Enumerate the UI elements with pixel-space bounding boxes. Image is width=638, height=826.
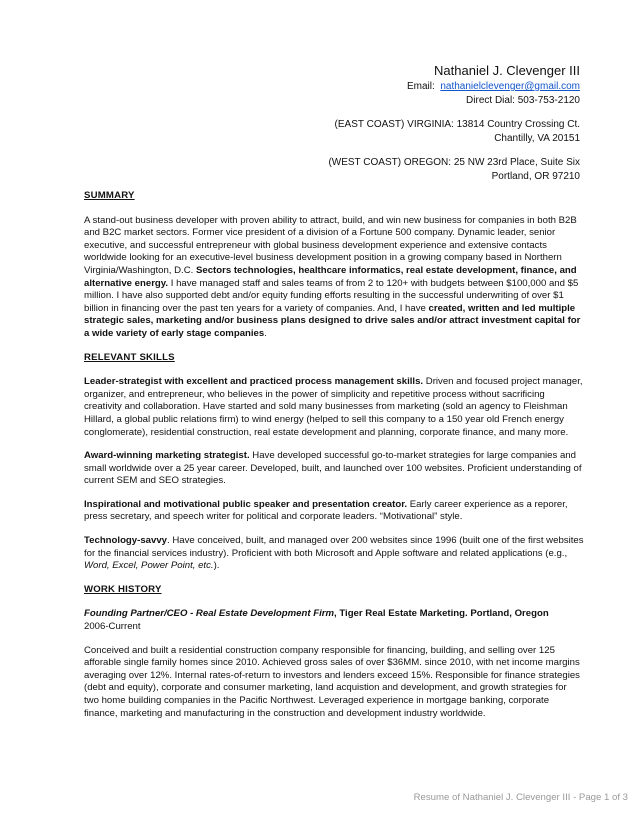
skill-leader-strategist: Leader-strategist with excellent and practiced process management skills. Driven and focused project manager, organizer, and entrepreneur, who believes in the power of simplicity and repetitive process without sacrificing creativity and collaboration. Have started and sold many businesses from marketing (sold an agency to Fleishman Hillard, a global public relations firm) to wind energy (helped to sell this company to a 150 year old French energy conglomerate), residential construction, real estate development and planning, corporate finance, and many more.: [84, 376, 583, 438]
job-1-description: Conceived and built a residential construction company responsible for financing, building, and selling over 125 afforable single family homes since 2010. Achieved gross sales of over $36MM. since 2010, with net income margins averaging over 12%. Internal rates-of-return to investors and lenders exceed 15%. Responsible for finance strategies (debt and equity), corporate and consumer marketing, land acquistion and development, and growth strategies for two home building companies in the Pacific Northwest. Leveraged experience in mortgage banking, corporate finance, marketing and manufacturing in the construction and development industry worldwide.: [84, 644, 580, 719]
job-1-title-line: [84, 608, 584, 621]
west-address-line-2: Portland, OR 97210: [491, 171, 580, 182]
job-1-dates: 2006-Current: [84, 621, 141, 633]
summary-paragraph: A stand-out business developer with proven ability to attract, build, and win new business for companies in both B2B and B2C market sectors. Former vice president of a division of a Fortune 500 company. Dynamic leader, senior executive, and successful entrepreneur with global business development experience and extensive contacts worldwide looking for an executive-level business development position in a growing company based in Northern Virginia/Washington, D.C. Sectors technologies, healthcare informatics, real estate development, finance, and alternative energy. I have managed staff and sales teams of from 2 to 120+ with budgets between $100,000 and $5 million. I have also supported debt and/or equity funding efforts resulting in the successful underwriting of over $1 billion in financing over the past ten years for a variety of companies. And, I have created, written and led multiple strategic sales, marketing and/or business plans designed to drive sales and/or attract investment capital for a wide variety of early stage companies.: [84, 214, 581, 339]
skills-heading: RELEVANT SKILLS: [84, 351, 175, 363]
skill-public-speaker: Inspirational and motivational public speaker and presentation creator. Early career experience as a reporer, press secretary, and speech writer for political and corporate leaders. “Motivational” style.: [84, 498, 568, 523]
page-footer: Resume of Nathaniel J. Clevenger III - Page 1 of 3: [413, 792, 628, 803]
job-1-company: , Tiger Real Estate Marketing. Portland, Oregon: [334, 608, 549, 620]
skill-technology: Technology-savvy. Have conceived, built, and managed over 200 websites since 1996 (built one of the first websites for the financial services industry). Proficient with both Microsoft and Apple software and related applications (e.g., Word, Excel, Power Point, etc.).: [84, 535, 584, 572]
west-address-line-1: (WEST COAST) OREGON: 25 NW 23rd Place, Suite Six: [328, 157, 580, 168]
east-address-line-1: (EAST COAST) VIRGINIA: 13814 Country Crossing Ct.: [334, 119, 580, 130]
work-heading: WORK HISTORY: [84, 583, 162, 595]
email-link[interactable]: nathanielclevenger@gmail.com: [440, 81, 580, 92]
email-line: [328, 80, 580, 94]
summary-heading: SUMMARY: [84, 190, 135, 201]
candidate-name: Nathaniel J. Clevenger III: [434, 63, 580, 78]
skill-marketing: Award-winning marketing strategist. Have developed successful go-to-market strategies for large companies and small worldwide over a 25 year career. Developed, built, and launched over 100 websites. Proficient understanding of current SEM and SEO strategies.: [84, 450, 582, 487]
direct-dial: Direct Dial: 503-753-2120: [466, 95, 580, 106]
resume-body: [84, 190, 584, 731]
contact-header: [328, 62, 580, 184]
east-address-line-2: Chantilly, VA 20151: [494, 133, 580, 144]
job-1-title: Founding Partner/CEO - Real Estate Development Firm: [84, 608, 335, 620]
email-label: Email:: [406, 81, 435, 92]
